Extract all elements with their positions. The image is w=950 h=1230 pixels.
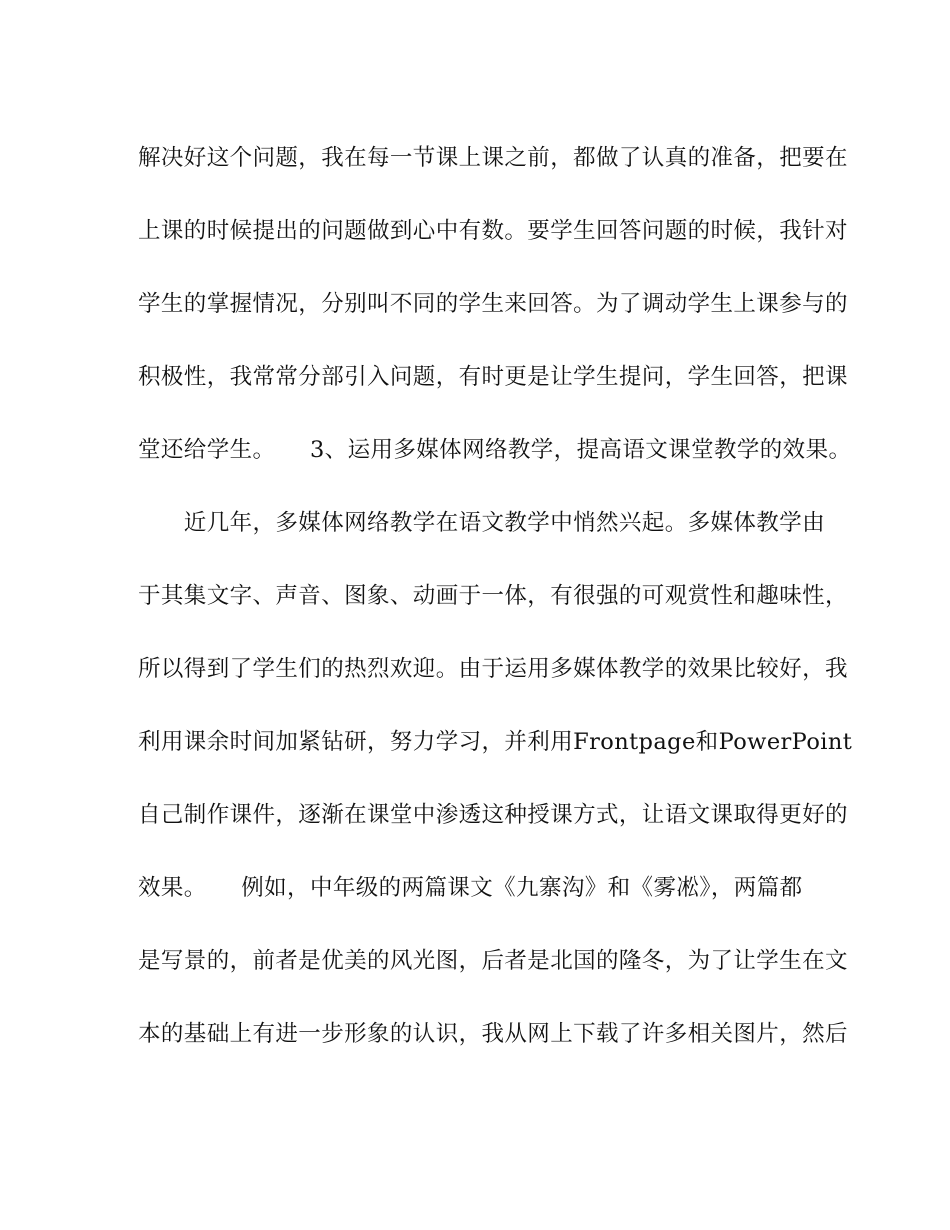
body-text-line: 本的基础上有进一步形象的认识，我从网上下载了许多相关图片，然后 <box>138 1021 848 1047</box>
body-text-line: 是写景的，前者是优美的风光图，后者是北国的隆冬，为了让学生在文 <box>138 948 848 974</box>
body-text-line: 效果。 例如，中年级的两篇课文《九寨沟》和《雾凇》，两篇都 <box>138 875 803 901</box>
body-text-line: 解决好这个问题，我在每一节课上课之前，都做了认真的准备，把要在 <box>138 145 848 171</box>
body-text-line: 上课的时候提出的问题做到心中有数。要学生回答问题的时候，我针对 <box>138 218 848 244</box>
body-text-line: 堂还给学生。 3、运用多媒体网络教学，提高语文课堂教学的效果。 <box>138 437 852 463</box>
body-text-line: 于其集文字、声音、图象、动画于一体，有很强的可观赏性和趣味性， <box>138 583 848 609</box>
body-text-line: 所以得到了学生们的热烈欢迎。由于运用多媒体教学的效果比较好，我 <box>138 656 848 682</box>
body-text-line: 学生的掌握情况，分别叫不同的学生来回答。为了调动学生上课参与的 <box>138 291 848 317</box>
body-text-line: 积极性，我常常分部引入问题，有时更是让学生提问，学生回答，把课 <box>138 364 848 390</box>
body-text-line: 自己制作课件，逐渐在课堂中渗透这种授课方式，让语文课取得更好的 <box>138 802 848 828</box>
body-text-line: 利用课余时间加紧钻研，努力学习，并利用Frontpage和PowerPoint <box>138 729 853 755</box>
body-text-line: 近几年，多媒体网络教学在语文教学中悄然兴起。多媒体教学由 <box>138 510 826 536</box>
